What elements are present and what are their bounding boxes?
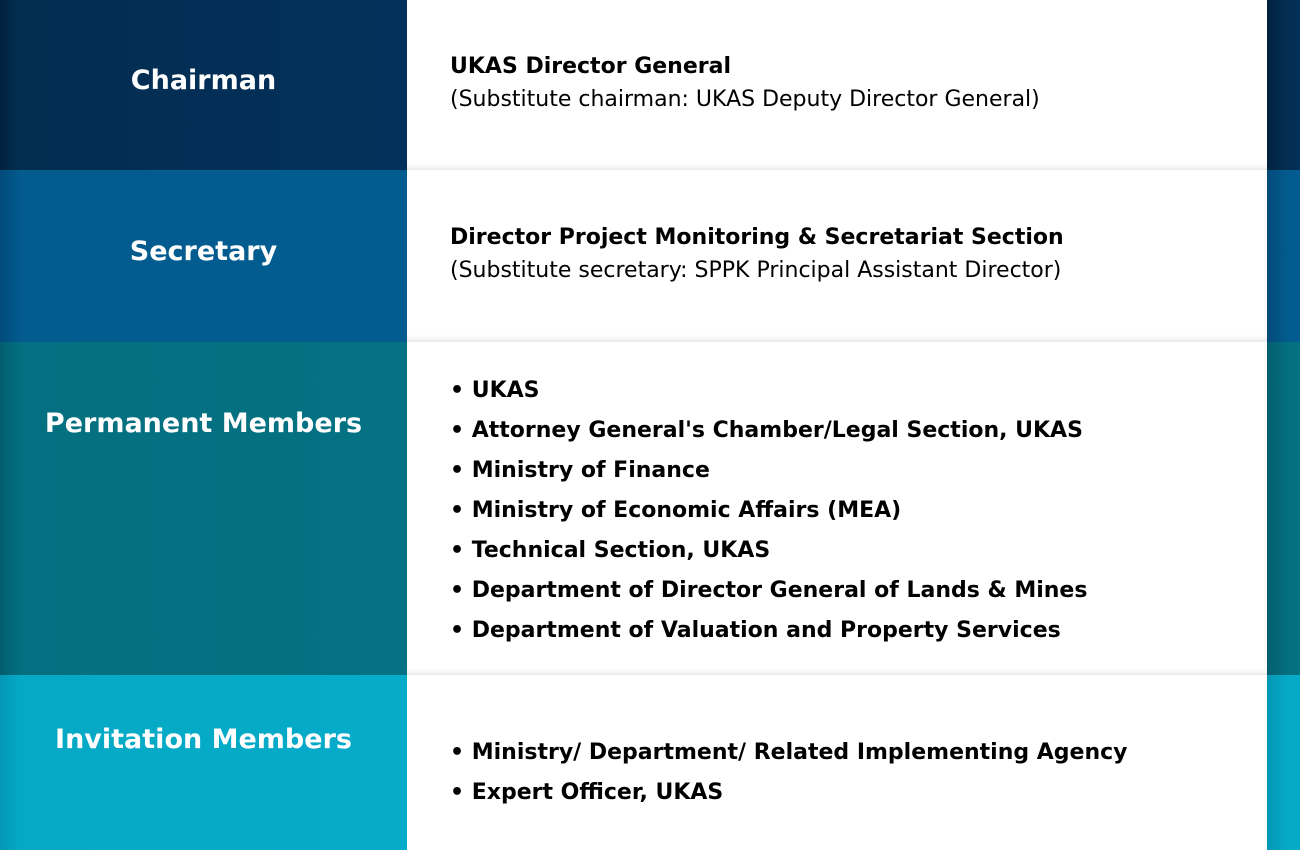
chairman-content-cell bbox=[407, 0, 1267, 170]
permanent-content-cell bbox=[407, 342, 1267, 675]
row-chairman bbox=[0, 0, 1300, 170]
secretary-substitute: (Substitute secretary: SPPK Principal Assistant Director) bbox=[450, 258, 1062, 283]
permanent-members-label: Permanent Members bbox=[44, 408, 363, 439]
list-item: • Department of Director General of Lands & Mines bbox=[450, 571, 1087, 611]
chairman-title: UKAS Director General bbox=[450, 54, 731, 79]
permanent-members-list bbox=[450, 371, 1087, 651]
invitation-content-cell bbox=[407, 675, 1267, 850]
invitation-label-cell bbox=[0, 675, 407, 850]
chairman-label-cell bbox=[0, 0, 407, 170]
chairman-edge bbox=[1267, 0, 1300, 170]
list-item: • Technical Section, UKAS bbox=[450, 531, 1087, 571]
secretary-content-cell bbox=[407, 170, 1267, 342]
list-item: • Ministry of Finance bbox=[450, 451, 1087, 491]
row-secretary bbox=[0, 170, 1300, 342]
list-item: • Department of Valuation and Property Services bbox=[450, 611, 1087, 651]
row-invitation-members bbox=[0, 675, 1300, 850]
invitation-members-list bbox=[450, 733, 1128, 813]
chairman-substitute: (Substitute chairman: UKAS Deputy Director General) bbox=[450, 87, 1040, 112]
list-item: • Ministry/ Department/ Related Implementing Agency bbox=[450, 733, 1128, 773]
invitation-edge bbox=[1267, 675, 1300, 850]
permanent-edge bbox=[1267, 342, 1300, 675]
list-item: • Attorney General's Chamber/Legal Section, UKAS bbox=[450, 411, 1087, 451]
list-item: • UKAS bbox=[450, 371, 1087, 411]
secretary-edge bbox=[1267, 170, 1300, 342]
secretary-title: Director Project Monitoring & Secretariat Section bbox=[450, 225, 1064, 250]
permanent-label-cell bbox=[0, 342, 407, 675]
secretary-label-cell bbox=[0, 170, 407, 342]
list-item: • Expert Officer, UKAS bbox=[450, 773, 1128, 813]
list-item: • Ministry of Economic Affairs (MEA) bbox=[450, 491, 1087, 531]
row-permanent-members bbox=[0, 342, 1300, 675]
secretary-label: Secretary bbox=[129, 236, 278, 267]
chairman-label: Chairman bbox=[130, 65, 277, 96]
invitation-members-label: Invitation Members bbox=[55, 724, 352, 755]
